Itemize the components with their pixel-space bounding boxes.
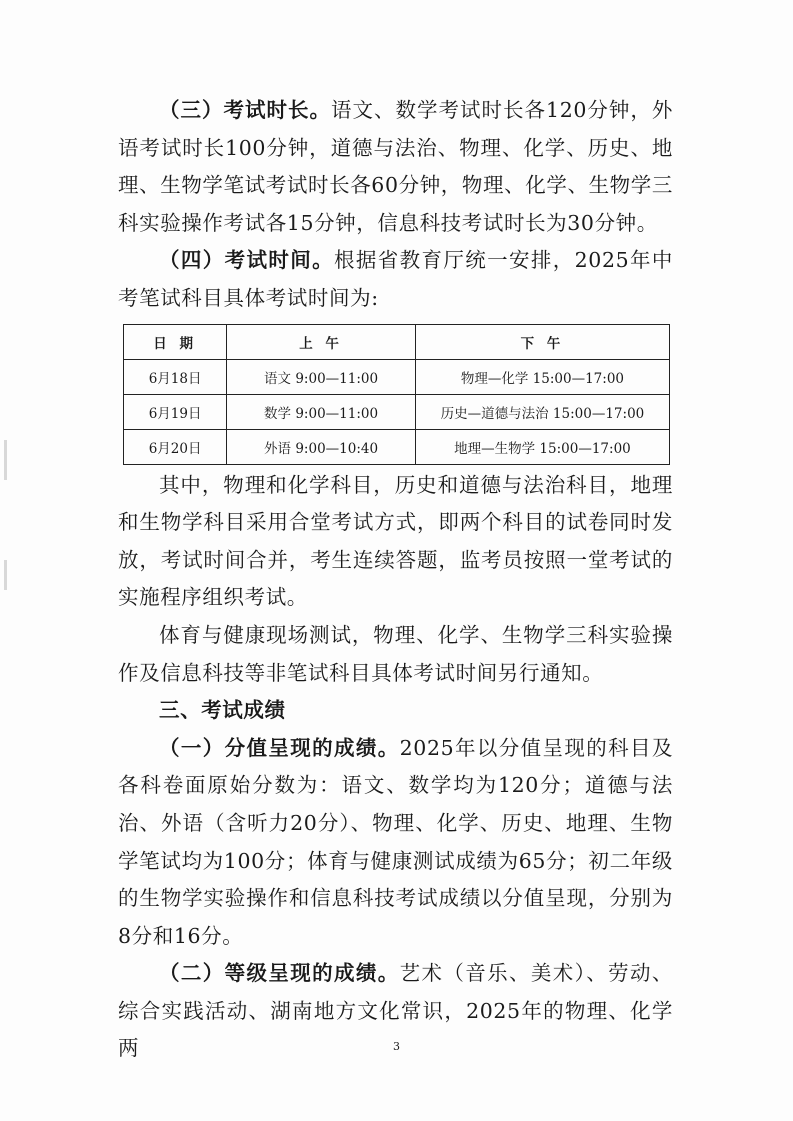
paragraph-text: 体育与健康现场测试，物理、化学、生物学三科实验操作及信息科技等非笔试科目具体考试时间另行通知。 <box>118 622 673 685</box>
cell-afternoon: 物理—化学 15:00—17:00 <box>415 359 669 394</box>
paragraph-text: 语文、数学考试时长各120分钟，外语考试时长100分钟，道德与法治、物理、化学、历史、地理、生物学笔试考试时长各60分钟，物理、化学、生物学三科实验操作考试各15分钟，信息科技考试时长为30分钟。 <box>118 98 673 235</box>
table-row <box>124 429 670 464</box>
table-row <box>124 394 670 429</box>
document-body <box>118 92 673 1068</box>
header-morning: 上 午 <box>227 324 416 359</box>
header-date: 日 期 <box>124 324 227 359</box>
cell-date: 6月18日 <box>124 359 227 394</box>
paragraph-combined-exam <box>118 467 673 617</box>
cell-morning: 数学 9:00—11:00 <box>227 394 416 429</box>
schedule-table <box>123 324 670 465</box>
paragraph-text: 2025年以分值呈现的科目及各科卷面原始分数为：语文、数学均为120分；道德与法治、外语（含听力20分）、物理、化学、历史、地理、生物学笔试均为100分；体育与健康测试成绩为65分；初二年级的生物学实验操作和信息科技考试成绩以分值呈现，分别为8分和16分。 <box>118 735 673 948</box>
paragraph-label: （三）考试时长。 <box>159 98 332 122</box>
paragraph-text: 其中，物理和化学科目，历史和道德与法治科目，地理和生物学科目采用合堂考试方式，即两个科目的试卷同时发放，考试时间合并，考生连续答题，监考员按照一堂考试的实施程序组织考试。 <box>118 472 673 610</box>
scan-edge-mark <box>4 440 7 480</box>
paragraph-exam-time <box>118 242 673 317</box>
paragraph-exam-duration <box>118 92 673 242</box>
page-number: 3 <box>393 1040 400 1053</box>
paragraph-score-values <box>118 730 673 956</box>
paragraph-text: 艺术（音乐、美术）、劳动、综合实践活动、湖南地方文化常识，2025年的物理、化学两 <box>118 961 673 1061</box>
header-afternoon: 下 午 <box>415 324 669 359</box>
section-heading: 三、考试成绩 <box>159 698 286 723</box>
cell-morning: 外语 9:00—10:40 <box>227 429 416 464</box>
paragraph-text: 根据省教育厅统一安排，2025年中考笔试科目具体考试时间为: <box>118 248 673 310</box>
scan-edge-mark <box>4 560 7 590</box>
paragraph-label: （二）等级呈现的成绩。 <box>159 961 400 986</box>
cell-afternoon: 历史—道德与法治 15:00—17:00 <box>415 394 669 429</box>
paragraph-label: （一）分值呈现的成绩。 <box>159 735 400 760</box>
cell-morning: 语文 9:00—11:00 <box>227 359 416 394</box>
cell-afternoon: 地理—生物学 15:00—17:00 <box>415 429 669 464</box>
paragraph-label: （四）考试时间。 <box>159 248 335 273</box>
paragraph-non-written <box>118 617 673 692</box>
table-row <box>124 359 670 394</box>
table-header-row <box>124 324 670 359</box>
cell-date: 6月20日 <box>124 429 227 464</box>
cell-date: 6月19日 <box>124 394 227 429</box>
